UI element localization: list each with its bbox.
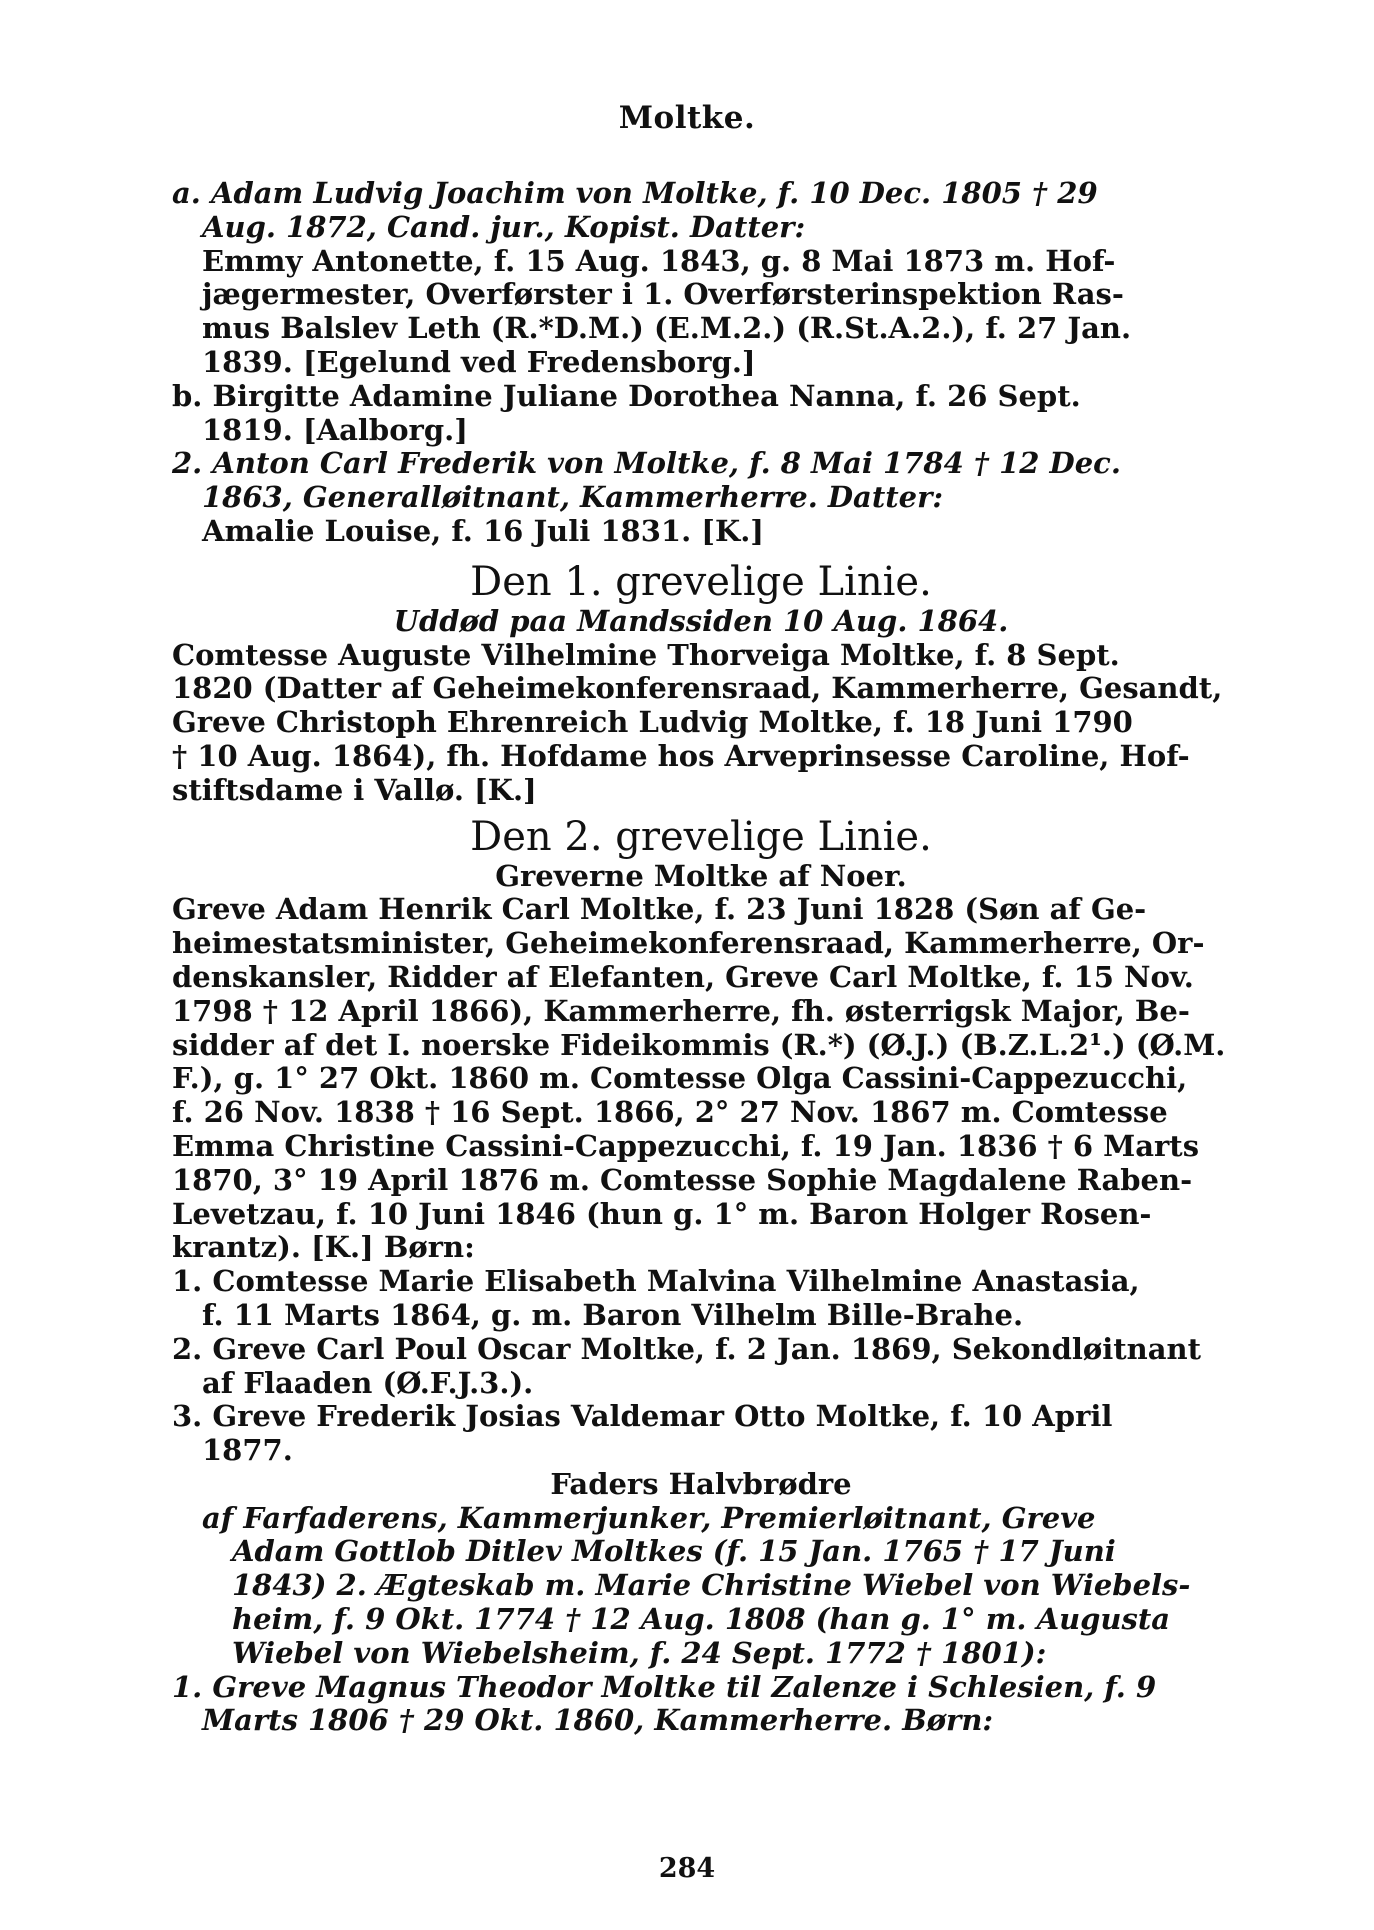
section-heading-first-line: Den 1. grevelige Linie. bbox=[470, 558, 932, 605]
text-line: 1798 † 12 April 1866), Kammerherre, fh. østerrigsk Major, Be- bbox=[172, 993, 1190, 1028]
text-line: Greve Christoph Ehrenreich Ludvig Moltke, f. 18 Juni 1790 bbox=[172, 705, 1133, 740]
text-line: 1819. [Aalborg.] bbox=[202, 412, 468, 447]
text-line: 1. Comtesse Marie Elisabeth Malvina Vilhelmine Anastasia, bbox=[172, 1264, 1140, 1299]
text-line: † 10 Aug. 1864), fh. Hofdame hos Arveprinsesse Caroline, Hof- bbox=[172, 738, 1190, 773]
text-line: Emmy Antonette, f. 15 Aug. 1843, g. 8 Mai 1873 m. Hof- bbox=[202, 243, 1116, 278]
text-line: 2. Anton Carl Frederik von Moltke, f. 8 Mai 1784 † 12 Dec. bbox=[172, 446, 1121, 481]
text-line: Greve Adam Henrik Carl Moltke, f. 23 Juni 1828 (Søn af Ge- bbox=[172, 892, 1147, 927]
page-number: 284 bbox=[658, 1853, 716, 1884]
section-subheading: Uddød paa Mandssiden 10 Aug. 1864. bbox=[393, 603, 1009, 638]
text-line: 1. Greve Magnus Theodor Moltke til Zalenze i Schlesien, f. 9 bbox=[172, 1669, 1157, 1704]
text-line: denskansler, Ridder af Elefanten, Greve Carl Moltke, f. 15 Nov. bbox=[172, 959, 1194, 994]
text-line: 1870, 3° 19 April 1876 m. Comtesse Sophie Magdalene Raben- bbox=[172, 1162, 1193, 1197]
text-line: 1877. bbox=[202, 1433, 293, 1468]
text-line: F.), g. 1° 27 Okt. 1860 m. Comtesse Olga Cassini-Cappezucchi, bbox=[172, 1061, 1188, 1096]
page-header: Moltke. bbox=[618, 100, 756, 136]
text-line: Wiebel von Wiebelsheim, f. 24 Sept. 1772 † 1801): bbox=[232, 1635, 1047, 1670]
text-line: jægermester, Overførster i 1. Overførsterinspektion Ras- bbox=[202, 277, 1124, 312]
page-body bbox=[172, 177, 1230, 1738]
text-line: Comtesse Auguste Vilhelmine Thorveiga Moltke, f. 8 Sept. bbox=[172, 637, 1120, 672]
section-subheading: Greverne Moltke af Noer. bbox=[495, 858, 907, 893]
text-line: f. 26 Nov. 1838 † 16 Sept. 1866, 2° 27 Nov. 1867 m. Comtesse bbox=[172, 1095, 1168, 1130]
text-line: af Flaaden (Ø.F.J.3.). bbox=[202, 1365, 534, 1400]
text-line: 1843) 2. Ægteskab m. Marie Christine Wiebel von Wiebels- bbox=[232, 1568, 1191, 1603]
text-line: mus Balslev Leth (R.*D.M.) (E.M.2.) (R.St.A.2.), f. 27 Jan. bbox=[202, 311, 1132, 346]
text-line: krantz). [K.] Børn: bbox=[172, 1230, 475, 1265]
text-line: Emma Christine Cassini-Cappezucchi, f. 19 Jan. 1836 † 6 Marts bbox=[172, 1128, 1200, 1163]
text-line: stiftsdame i Vallø. [K.] bbox=[172, 772, 537, 807]
text-line: sidder af det I. noerske Fideikommis (R.*) (Ø.J.) (B.Z.L.2¹.) (Ø.M. bbox=[172, 1027, 1226, 1062]
text-line: Aug. 1872, Cand. jur., Kopist. Datter: bbox=[202, 209, 806, 244]
text-line: Levetzau, f. 10 Juni 1846 (hun g. 1° m. Baron Holger Rosen- bbox=[172, 1196, 1152, 1231]
text-line: f. 11 Marts 1864, g. m. Baron Vilhelm Bille-Brahe. bbox=[202, 1297, 1024, 1332]
text-line: 1863, Generalløitnant, Kammerherre. Datter: bbox=[202, 480, 944, 515]
text-line: 1839. [Egelund ved Fredensborg.] bbox=[202, 344, 756, 379]
text-line: heimestatsminister, Geheimekonferensraad, Kammerherre, Or- bbox=[172, 926, 1205, 961]
text-line: Amalie Louise, f. 16 Juli 1831. [K.] bbox=[202, 513, 765, 548]
text-line: Adam Gottlob Ditlev Moltkes (f. 15 Jan. 1765 † 17 Juni bbox=[232, 1534, 1116, 1569]
text-line: af Farfaderens, Kammerjunker, Premierløitnant, Greve bbox=[202, 1500, 1096, 1535]
text-line: 3. Greve Frederik Josias Valdemar Otto Moltke, f. 10 April bbox=[172, 1399, 1113, 1434]
text-line: b. Birgitte Adamine Juliane Dorothea Nanna, f. 26 Sept. bbox=[172, 378, 1081, 413]
text-line: 2. Greve Carl Poul Oscar Moltke, f. 2 Jan. 1869, Sekondløitnant bbox=[172, 1331, 1202, 1366]
text-line: a. Adam Ludvig Joachim von Moltke, f. 10 Dec. 1805 † 29 bbox=[172, 176, 1098, 210]
text-line: heim, f. 9 Okt. 1774 † 12 Aug. 1808 (han g. 1° m. Augusta bbox=[232, 1602, 1171, 1637]
text-line: 1820 (Datter af Geheimekonferensraad, Kammerherre, Gesandt, bbox=[172, 671, 1223, 706]
section-heading-second-line: Den 2. grevelige Linie. bbox=[470, 813, 932, 860]
text-line: Faders Halvbrødre bbox=[550, 1466, 852, 1501]
text-line: Marts 1806 † 29 Okt. 1860, Kammerherre. Børn: bbox=[202, 1703, 994, 1738]
